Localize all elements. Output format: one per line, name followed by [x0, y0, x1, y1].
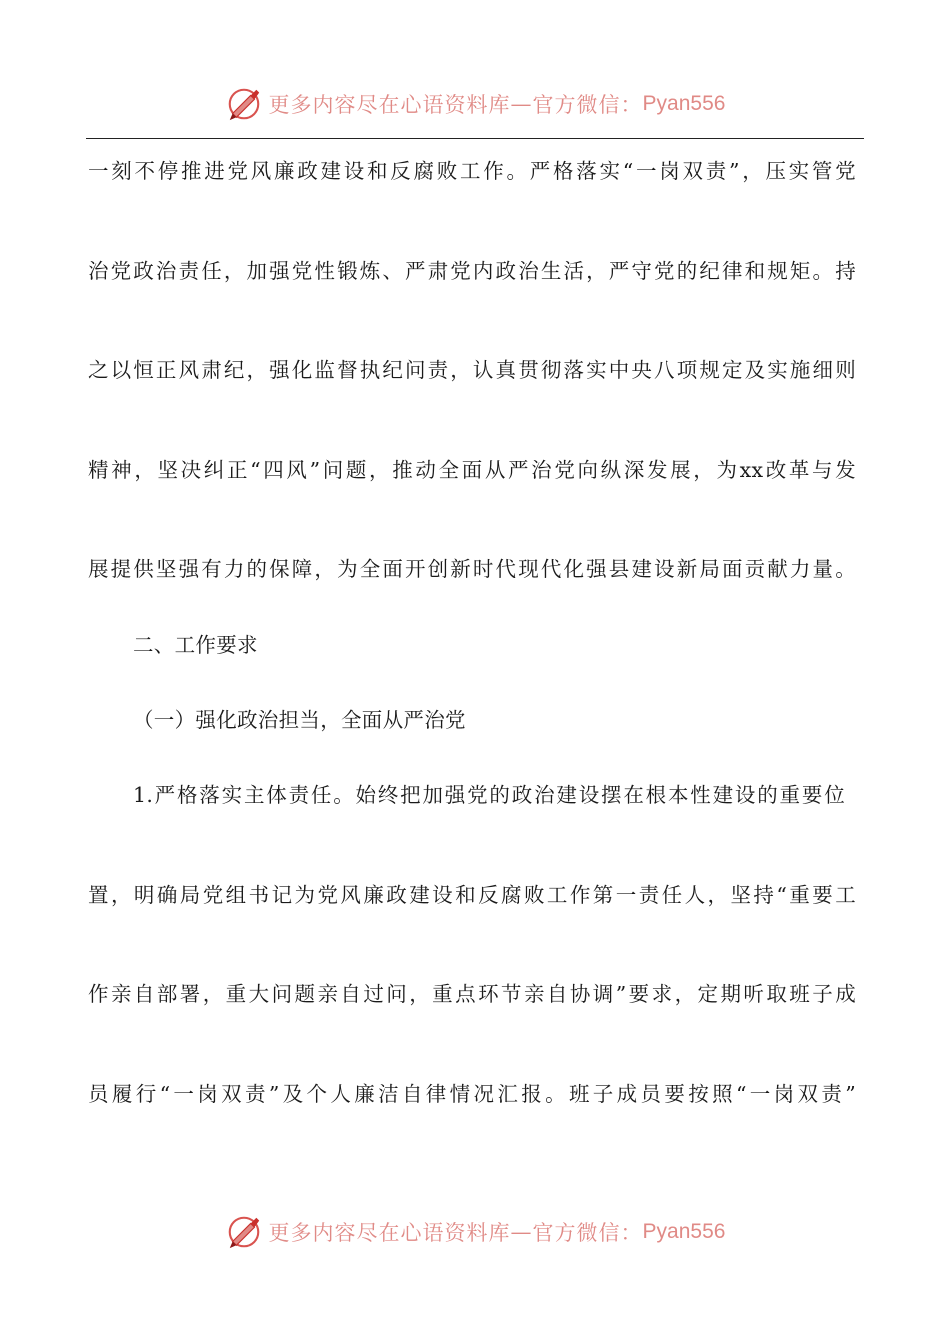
- item-line: 作亲自部署，重大问题亲自过问，重点环节亲自协调”要求，定期听取班子成: [88, 982, 856, 1006]
- pen-nib-logo-icon: [225, 85, 263, 123]
- header-banner: [0, 80, 950, 128]
- body-line: 一刻不停推进党风廉政建设和反腐败工作。严格落实“一岗双责”，压实管党: [88, 159, 856, 183]
- banner-wechat-id: Pyan556: [642, 1220, 726, 1243]
- body-line: 精神，坚决纠正“四风”问题，推动全面从严治党向纵深发展，为xx改革与发: [88, 458, 856, 482]
- item-line: 1.严格落实主体责任。始终把加强党的政治建设摆在根本性建设的重要位: [133, 783, 845, 807]
- pen-nib-logo-icon: [225, 1213, 263, 1251]
- banner-site-text: 更多内容尽在心语资料库: [268, 1221, 511, 1245]
- header-divider: [86, 138, 864, 139]
- banner-wechat-id: Pyan556: [642, 92, 726, 115]
- body-line: 之以恒正风肃纪，强化监督执纪问责，认真贯彻落实中央八项规定及实施细则: [88, 358, 856, 382]
- body-line: 展提供坚强有力的保障，为全面开创新时代现代化强县建设新局面贡献力量。: [88, 557, 856, 581]
- banner-contact-text: 官方微信：: [532, 1221, 643, 1245]
- subsection-heading: （一）强化政治担当，全面从严治党: [133, 708, 466, 732]
- banner-contact-text: 官方微信：: [532, 93, 643, 117]
- banner-dash: —: [510, 92, 533, 116]
- item-line: 员履行“一岗双责”及个人廉洁自律情况汇报。班子成员要按照“一岗双责”: [88, 1082, 856, 1106]
- body-line: 治党政治责任，加强党性锻炼、严肃党内政治生活，严守党的纪律和规矩。持: [88, 259, 856, 283]
- item-line: 置，明确局党组书记为党风廉政建设和反腐败工作第一责任人，坚持“重要工: [88, 883, 856, 907]
- footer-banner: [0, 1208, 950, 1256]
- section-heading: 二、工作要求: [133, 633, 258, 657]
- banner-site-text: 更多内容尽在心语资料库: [268, 93, 511, 117]
- banner-dash: —: [510, 1220, 533, 1244]
